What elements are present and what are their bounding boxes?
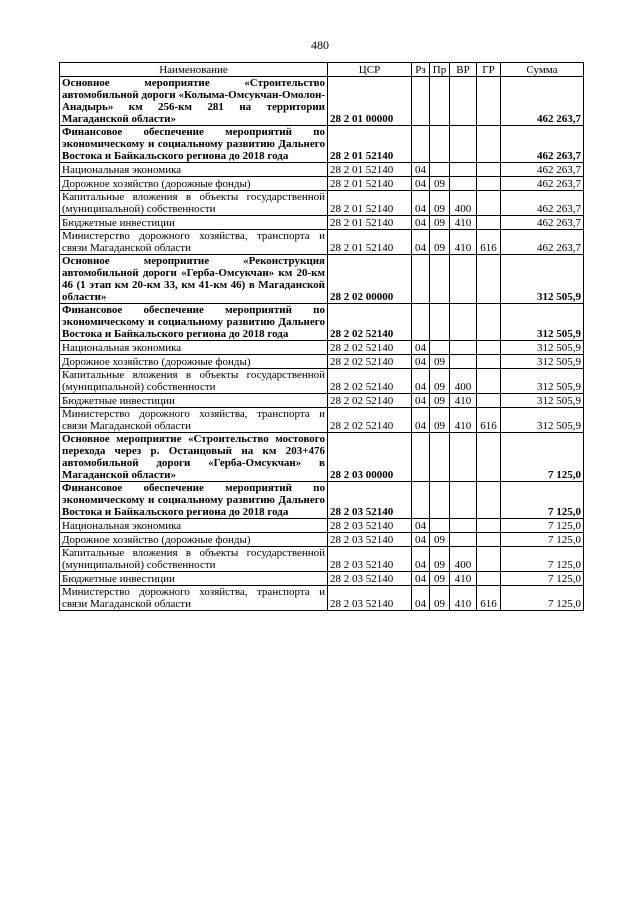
- cell-sum: 7 125,0: [501, 572, 584, 586]
- table-row: [60, 482, 584, 519]
- cell-csr: 28 2 01 52140: [328, 216, 412, 230]
- cell-sum: 462 263,7: [501, 230, 584, 255]
- cell-csr: 28 2 03 52140: [328, 547, 412, 572]
- cell-sum: 7 125,0: [501, 533, 584, 547]
- cell-pr: [430, 482, 450, 519]
- cell-pr: 09: [430, 369, 450, 394]
- cell-name: Министерство дорожного хозяйства, транспорта и связи Магаданской области: [60, 230, 328, 255]
- table-row: [60, 547, 584, 572]
- cell-rz: 04: [412, 177, 430, 191]
- cell-name: Капитальные вложения в объекты государственной (муниципальной) собственности: [60, 547, 328, 572]
- cell-vr: [450, 255, 477, 304]
- cell-csr: 28 2 03 52140: [328, 533, 412, 547]
- cell-name: Финансовое обеспечение мероприятий по экономическому и социальному развитию Дальнего Востока и Байкальского региона до 2018 года: [60, 304, 328, 341]
- table-row: [60, 533, 584, 547]
- cell-name: Финансовое обеспечение мероприятий по экономическому и социальному развитию Дальнего Востока и Байкальского региона до 2018 года: [60, 126, 328, 163]
- cell-vr: [450, 533, 477, 547]
- cell-rz: [412, 77, 430, 126]
- cell-pr: 09: [430, 216, 450, 230]
- cell-sum: 7 125,0: [501, 586, 584, 611]
- cell-pr: 09: [430, 408, 450, 433]
- cell-sum: 312 505,9: [501, 394, 584, 408]
- cell-gr: [477, 177, 501, 191]
- cell-gr: [477, 394, 501, 408]
- table-row: [60, 177, 584, 191]
- cell-gr: [477, 369, 501, 394]
- cell-sum: 312 505,9: [501, 369, 584, 394]
- cell-pr: [430, 163, 450, 177]
- cell-rz: 04: [412, 230, 430, 255]
- cell-gr: [477, 519, 501, 533]
- cell-rz: 04: [412, 394, 430, 408]
- cell-rz: 04: [412, 163, 430, 177]
- cell-sum: 462 263,7: [501, 126, 584, 163]
- cell-csr: 28 2 03 52140: [328, 572, 412, 586]
- cell-csr: 28 2 02 52140: [328, 304, 412, 341]
- table-row: [60, 304, 584, 341]
- cell-csr: 28 2 02 52140: [328, 408, 412, 433]
- cell-vr: 400: [450, 547, 477, 572]
- cell-gr: [477, 433, 501, 482]
- cell-sum: 462 263,7: [501, 177, 584, 191]
- cell-csr: 28 2 03 52140: [328, 482, 412, 519]
- cell-gr: 616: [477, 408, 501, 433]
- cell-gr: [477, 191, 501, 216]
- budget-table: [59, 62, 584, 611]
- cell-name: Бюджетные инвестиции: [60, 216, 328, 230]
- cell-name: Финансовое обеспечение мероприятий по экономическому и социальному развитию Дальнего Востока и Байкальского региона до 2018 года: [60, 482, 328, 519]
- cell-name: Дорожное хозяйство (дорожные фонды): [60, 177, 328, 191]
- cell-pr: 09: [430, 547, 450, 572]
- cell-pr: 09: [430, 394, 450, 408]
- header-row: [60, 63, 584, 77]
- table-row: [60, 394, 584, 408]
- cell-vr: [450, 126, 477, 163]
- cell-gr: [477, 255, 501, 304]
- cell-vr: 400: [450, 191, 477, 216]
- cell-gr: [477, 77, 501, 126]
- cell-csr: 28 2 01 00000: [328, 77, 412, 126]
- cell-pr: [430, 519, 450, 533]
- cell-name: Бюджетные инвестиции: [60, 394, 328, 408]
- cell-sum: 462 263,7: [501, 77, 584, 126]
- cell-name: Основное мероприятие «Строительство мостового перехода через р. Останцовый на км 203+476 автомобильной дороги «Герба-Омсукчан» в Магаданской области»: [60, 433, 328, 482]
- cell-rz: 04: [412, 572, 430, 586]
- cell-sum: 312 505,9: [501, 408, 584, 433]
- cell-name: Министерство дорожного хозяйства, транспорта и связи Магаданской области: [60, 586, 328, 611]
- table-row: [60, 572, 584, 586]
- header-csr: ЦСР: [328, 63, 412, 77]
- table-row: [60, 408, 584, 433]
- cell-name: Дорожное хозяйство (дорожные фонды): [60, 533, 328, 547]
- cell-name: Национальная экономика: [60, 519, 328, 533]
- cell-vr: 410: [450, 216, 477, 230]
- cell-vr: 410: [450, 230, 477, 255]
- header-rz: Рз: [412, 63, 430, 77]
- cell-rz: 04: [412, 216, 430, 230]
- cell-pr: 09: [430, 230, 450, 255]
- cell-gr: [477, 533, 501, 547]
- cell-gr: [477, 163, 501, 177]
- cell-rz: 04: [412, 519, 430, 533]
- cell-name: Основное мероприятие «Строительство автомобильной дороги «Колыма-Омсукчан-Омолон-Анадырь» км 256-км 281 на территории Магаданской области»: [60, 77, 328, 126]
- cell-rz: 04: [412, 586, 430, 611]
- table-row: [60, 433, 584, 482]
- table-body: [60, 77, 584, 611]
- cell-pr: [430, 126, 450, 163]
- cell-name: Капитальные вложения в объекты государственной (муниципальной) собственности: [60, 191, 328, 216]
- cell-sum: 462 263,7: [501, 163, 584, 177]
- cell-rz: [412, 255, 430, 304]
- cell-sum: 462 263,7: [501, 216, 584, 230]
- cell-sum: 312 505,9: [501, 341, 584, 355]
- cell-name: Министерство дорожного хозяйства, транспорта и связи Магаданской области: [60, 408, 328, 433]
- cell-rz: [412, 304, 430, 341]
- cell-name: Капитальные вложения в объекты государственной (муниципальной) собственности: [60, 369, 328, 394]
- cell-vr: [450, 482, 477, 519]
- cell-rz: [412, 482, 430, 519]
- cell-pr: 09: [430, 572, 450, 586]
- page-number: 480: [311, 38, 329, 52]
- cell-csr: 28 2 02 52140: [328, 341, 412, 355]
- table-row: [60, 369, 584, 394]
- cell-sum: 312 505,9: [501, 304, 584, 341]
- table-row: [60, 519, 584, 533]
- cell-pr: [430, 341, 450, 355]
- cell-vr: [450, 177, 477, 191]
- table-row: [60, 255, 584, 304]
- cell-sum: 462 263,7: [501, 191, 584, 216]
- cell-sum: 312 505,9: [501, 355, 584, 369]
- cell-sum: 7 125,0: [501, 482, 584, 519]
- cell-pr: [430, 433, 450, 482]
- cell-vr: [450, 341, 477, 355]
- cell-csr: 28 2 03 52140: [328, 586, 412, 611]
- cell-pr: [430, 77, 450, 126]
- cell-csr: 28 2 03 52140: [328, 519, 412, 533]
- cell-sum: 7 125,0: [501, 433, 584, 482]
- cell-csr: 28 2 02 52140: [328, 355, 412, 369]
- table-row: [60, 586, 584, 611]
- cell-rz: 04: [412, 547, 430, 572]
- cell-csr: 28 2 01 52140: [328, 126, 412, 163]
- cell-name: Бюджетные инвестиции: [60, 572, 328, 586]
- cell-vr: 410: [450, 408, 477, 433]
- header-vr: ВР: [450, 63, 477, 77]
- cell-gr: [477, 216, 501, 230]
- cell-rz: 04: [412, 369, 430, 394]
- cell-pr: 09: [430, 533, 450, 547]
- cell-rz: 04: [412, 341, 430, 355]
- cell-gr: [477, 304, 501, 341]
- cell-vr: [450, 163, 477, 177]
- cell-rz: 04: [412, 191, 430, 216]
- cell-rz: [412, 126, 430, 163]
- cell-gr: [477, 341, 501, 355]
- cell-csr: 28 2 01 52140: [328, 230, 412, 255]
- table-row: [60, 341, 584, 355]
- table-row: [60, 77, 584, 126]
- cell-vr: [450, 519, 477, 533]
- cell-gr: [477, 572, 501, 586]
- cell-vr: [450, 433, 477, 482]
- cell-csr: 28 2 01 52140: [328, 191, 412, 216]
- cell-vr: [450, 355, 477, 369]
- cell-rz: 04: [412, 355, 430, 369]
- cell-vr: 410: [450, 394, 477, 408]
- cell-name: Национальная экономика: [60, 341, 328, 355]
- cell-sum: 7 125,0: [501, 519, 584, 533]
- cell-csr: 28 2 01 52140: [328, 163, 412, 177]
- cell-csr: 28 2 03 00000: [328, 433, 412, 482]
- header-name: Наименование: [60, 63, 328, 77]
- cell-vr: 410: [450, 572, 477, 586]
- cell-gr: [477, 547, 501, 572]
- cell-vr: 410: [450, 586, 477, 611]
- cell-name: Основное мероприятие «Реконструкция автомобильной дороги «Герба-Омсукчан» км 20-км 46 (1 этап км 20-км 33, км 41-км 46) в Магаданской области»: [60, 255, 328, 304]
- cell-rz: 04: [412, 533, 430, 547]
- table-row: [60, 355, 584, 369]
- header-gr: ГР: [477, 63, 501, 77]
- cell-pr: 09: [430, 191, 450, 216]
- cell-vr: [450, 304, 477, 341]
- cell-pr: 09: [430, 355, 450, 369]
- cell-rz: 04: [412, 408, 430, 433]
- table-row: [60, 191, 584, 216]
- cell-gr: 616: [477, 230, 501, 255]
- cell-sum: 7 125,0: [501, 547, 584, 572]
- cell-gr: [477, 355, 501, 369]
- cell-csr: 28 2 02 52140: [328, 394, 412, 408]
- cell-pr: [430, 304, 450, 341]
- cell-vr: 400: [450, 369, 477, 394]
- cell-gr: [477, 126, 501, 163]
- header-sum: Сумма: [501, 63, 584, 77]
- table-row: [60, 126, 584, 163]
- cell-pr: 09: [430, 586, 450, 611]
- cell-csr: 28 2 01 52140: [328, 177, 412, 191]
- header-pr: Пр: [430, 63, 450, 77]
- cell-sum: 312 505,9: [501, 255, 584, 304]
- cell-csr: 28 2 02 52140: [328, 369, 412, 394]
- cell-gr: [477, 482, 501, 519]
- cell-pr: [430, 255, 450, 304]
- cell-csr: 28 2 02 00000: [328, 255, 412, 304]
- cell-pr: 09: [430, 177, 450, 191]
- cell-rz: [412, 433, 430, 482]
- cell-gr: 616: [477, 586, 501, 611]
- cell-name: Дорожное хозяйство (дорожные фонды): [60, 355, 328, 369]
- table-row: [60, 216, 584, 230]
- cell-name: Национальная экономика: [60, 163, 328, 177]
- table-row: [60, 230, 584, 255]
- cell-vr: [450, 77, 477, 126]
- table-row: [60, 163, 584, 177]
